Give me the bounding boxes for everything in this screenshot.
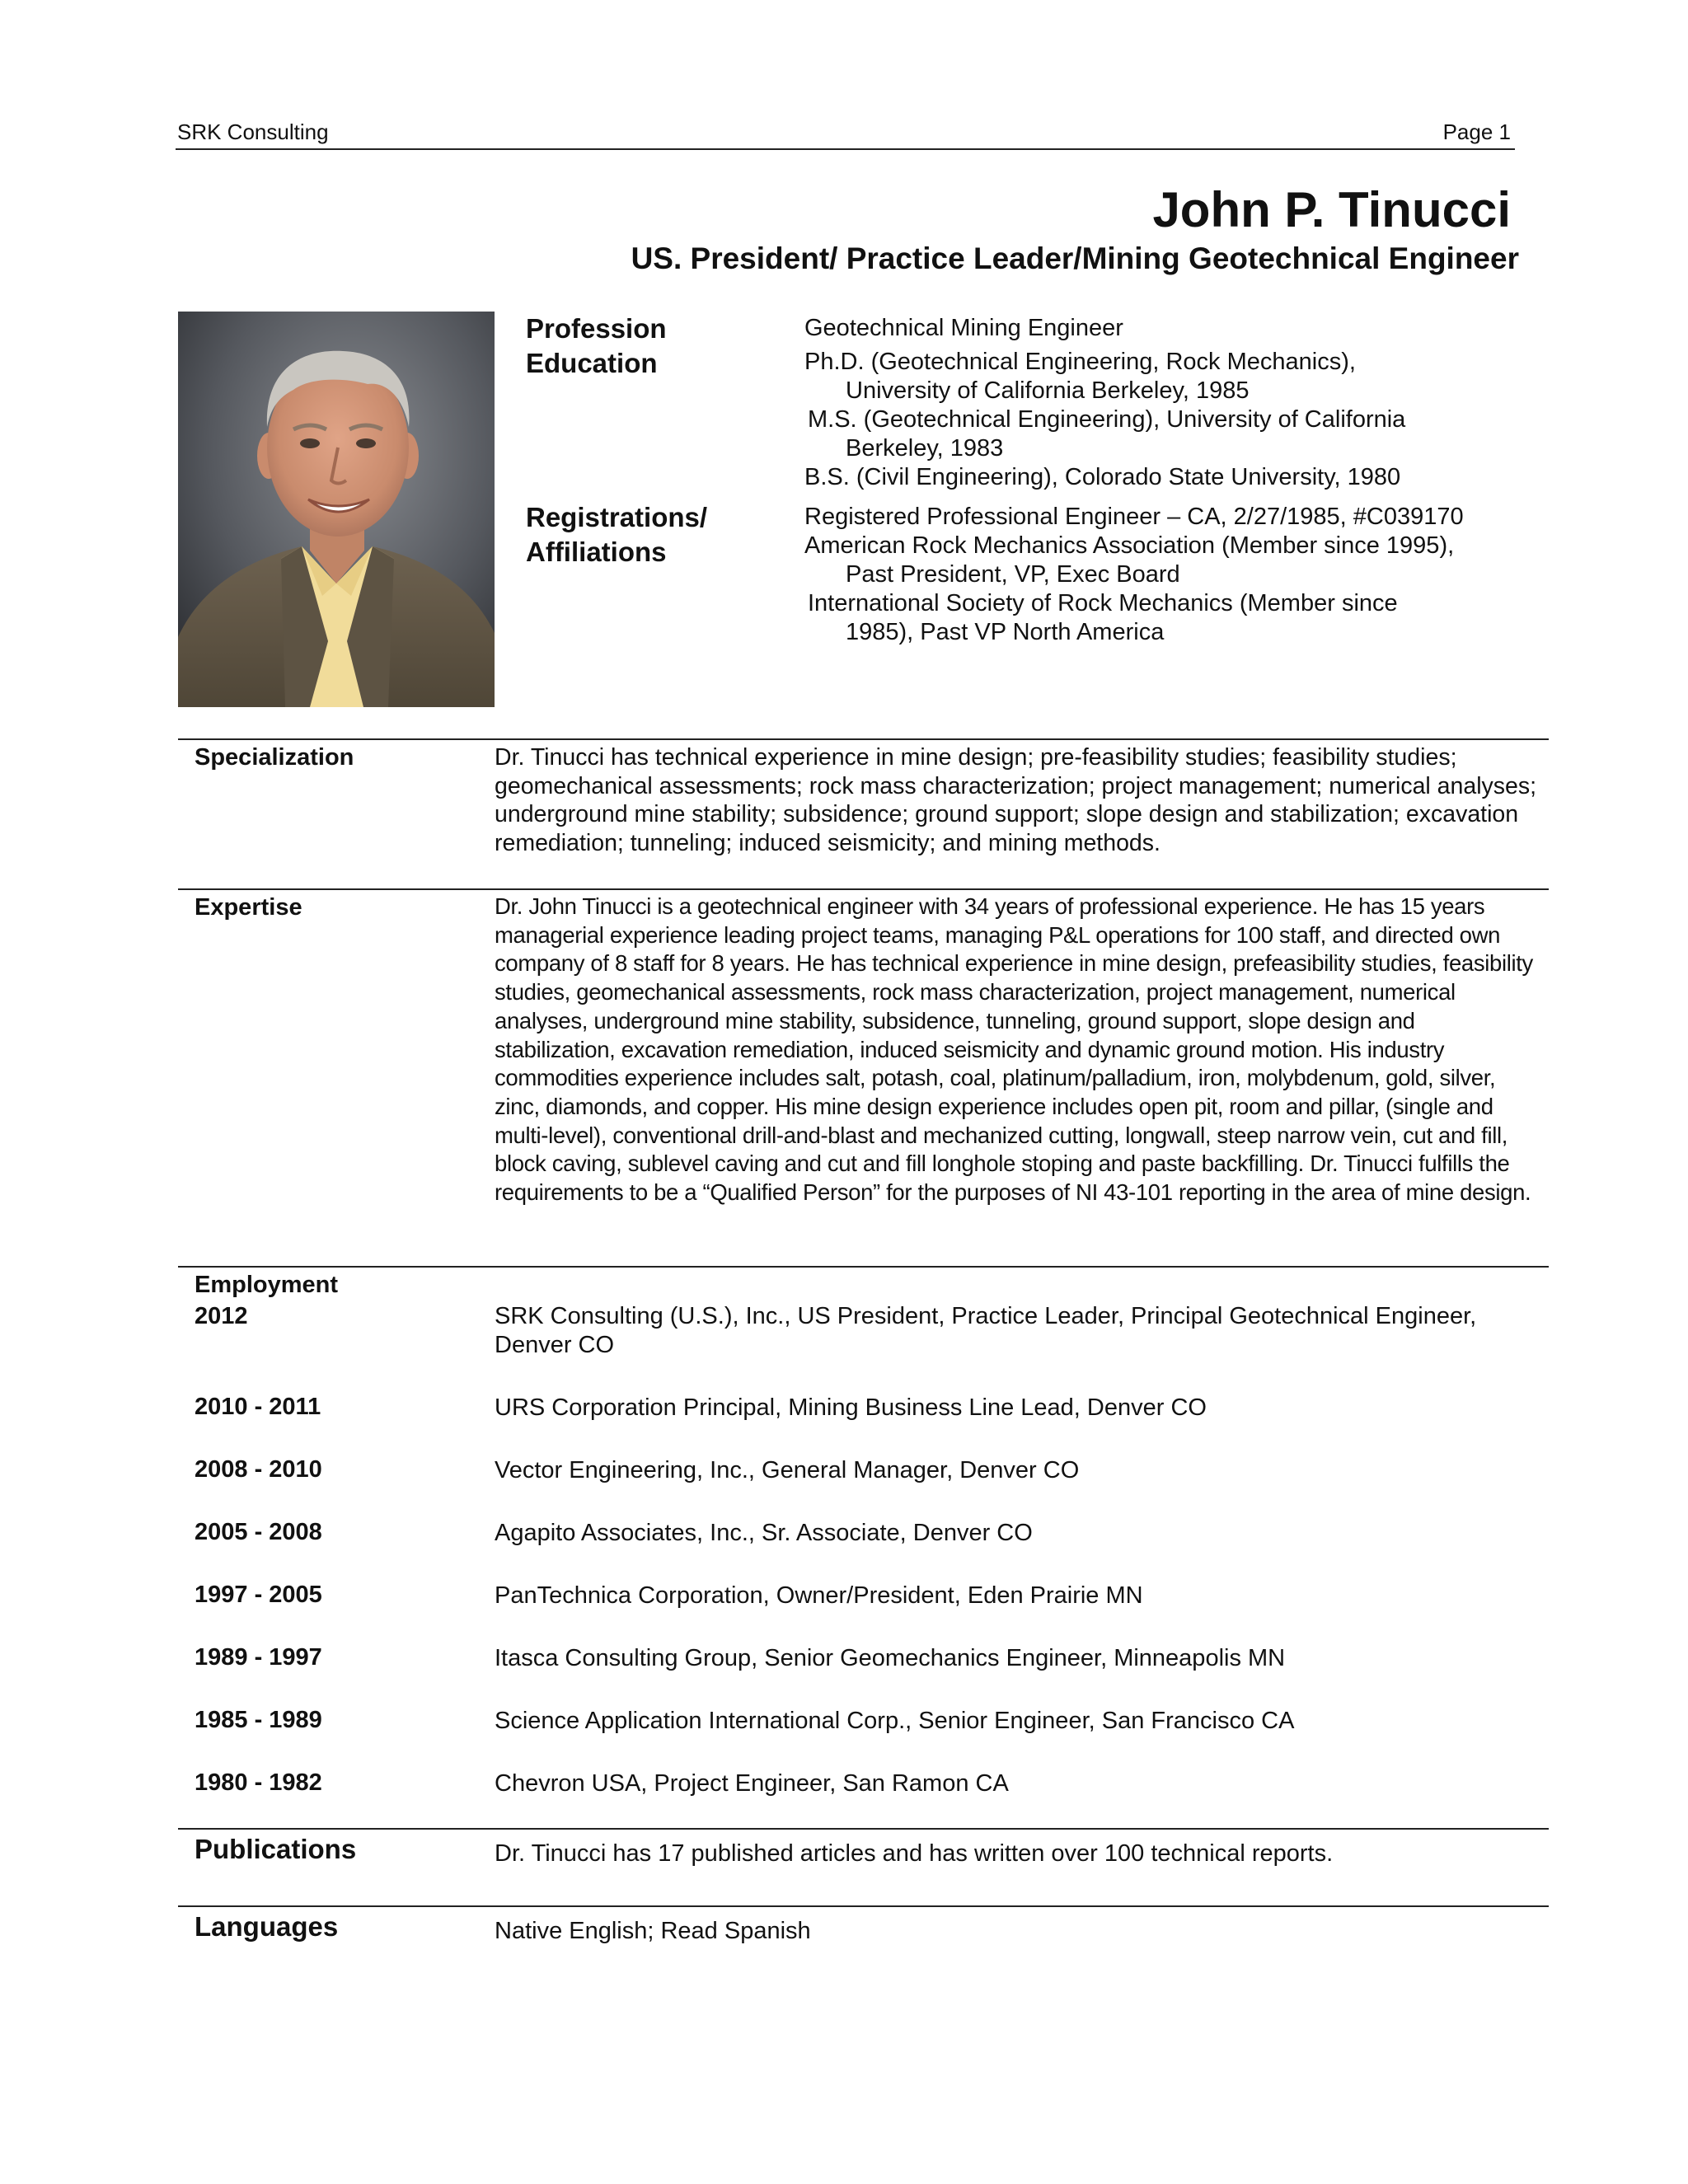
education-item [804,463,1513,492]
page-number: Page 1 [1442,120,1511,144]
section-divider [178,888,1549,890]
languages-text: Native English; Read Spanish [495,1918,811,1944]
education-line: M.S. (Geotechnical Engineering), University of California [808,406,1406,433]
employment-entry: URS Corporation Principal, Mining Business Line Lead, Denver CO [495,1394,1207,1421]
registrations-label-line2: Affiliations [526,537,667,567]
person-name: John P. Tinucci [1152,182,1511,237]
employment-entry: SRK Consulting (U.S.), Inc., US President, Practice Leader, Principal Geotechnical Engineer, Denver CO [495,1303,1477,1358]
registration-item [804,503,1513,532]
specialization-label: Specialization [195,744,354,771]
education-label: Education [526,348,658,378]
expertise-text: Dr. John Tinucci is a geotechnical engineer with 34 years of professional experience. He has 15 years managerial experience leading project teams, managing P&L operations for 100 staff, and directed own company of 8 staff for 8 years. He has technical experience in mine design, prefeasibility studies, feasibility studies, geomechanical assessments, rock mass characterization, project management, numerical analyses, underground mine stability, subsidence, tunneling, ground support, slope design and stabilization, excavation remediation, induced seismicity and dynamic ground motion. His industry commodities experience includes salt, potash, coal, platinum/palladium, iron, molybdenum, gold, silver, zinc, diamonds, and copper. His mine design experience includes open pit, room and pillar, (single and multi-level), conventional drill-and-blast and mechanized cutting, longwall, steep narrow vein, cut and fill, block caving, sublevel caving and cut and fill longhole stoping and paste backfilling. Dr. Tinucci fulfills the requirements to be a “Qualified Person” for the purposes of NI 43-101 reporting in the area of mine design. [495,893,1533,1206]
employment-label: Employment [195,1272,339,1298]
employment-entry: Itasca Consulting Group, Senior Geomechanics Engineer, Minneapolis MN [495,1645,1286,1671]
employment-entry: Chevron USA, Project Engineer, San Ramon CA [495,1770,1009,1797]
education-item [804,348,1513,405]
registration-line: International Society of Rock Mechanics (Member since [808,590,1398,616]
employment-years: 2012 [195,1303,248,1329]
profession-value [804,314,1513,343]
employment-years: 1985 - 1989 [195,1707,322,1733]
registration-line: American Rock Mechanics Association (Member since 1995), [804,532,1455,559]
employment-entry: Vector Engineering, Inc., General Manager, Denver CO [495,1457,1080,1483]
portrait-photo [178,312,495,707]
employment-years: 1980 - 1982 [195,1769,322,1796]
section-divider [178,738,1549,740]
registrations-label-line1: Registrations/ [526,502,708,532]
specialization-text: Dr. Tinucci has technical experience in mine design; pre-feasibility studies; feasibility studies; geomechanical assessments; rock mass characterization; project management; numerical analyses; underground mine stability; subsidence; ground support; slope design and stabilization; excavation remediation; tunneling; induced seismicity; and mining methods. [495,744,1537,856]
employment-years: 2005 - 2008 [195,1519,322,1545]
publications-text: Dr. Tinucci has 17 published articles and has written over 100 technical reports. [495,1840,1334,1867]
registration-item [808,589,1513,647]
registration-item [804,532,1513,589]
employment-entry: Agapito Associates, Inc., Sr. Associate, Denver CO [495,1520,1033,1546]
employment-years: 2010 - 2011 [195,1394,321,1420]
registration-line: Past President, VP, Exec Board [846,561,1180,588]
person-title: US. President/ Practice Leader/Mining Geotechnical Engineer [631,241,1519,275]
education-line: Berkeley, 1983 [846,435,1004,462]
registration-line: 1985), Past VP North America [846,619,1165,645]
expertise-label: Expertise [195,894,302,921]
employment-entry: Science Application International Corp., Senior Engineer, San Francisco CA [495,1708,1295,1734]
education-line: B.S. (Civil Engineering), Colorado State University, 1980 [804,464,1401,490]
registration-line: Registered Professional Engineer – CA, 2/27/1985, #C039170 [804,504,1464,530]
header-divider [176,148,1515,150]
education-item [808,405,1513,463]
registrations-label [526,500,707,569]
education-list [804,348,1513,492]
employment-years: 2008 - 2010 [195,1456,322,1483]
publications-label: Publications [195,1834,357,1864]
profession-label: Profession [526,313,667,344]
registrations-list [804,503,1513,647]
education-line: University of California Berkeley, 1985 [846,377,1250,404]
section-divider [178,1905,1549,1907]
languages-label: Languages [195,1911,339,1942]
company-header: SRK Consulting [177,120,329,144]
section-divider [178,1828,1549,1830]
employment-entry: PanTechnica Corporation, Owner/President, Eden Prairie MN [495,1582,1143,1609]
section-divider [178,1266,1549,1268]
employment-years: 1997 - 2005 [195,1582,322,1608]
education-line: Ph.D. (Geotechnical Engineering, Rock Mechanics), [804,349,1356,375]
employment-years: 1989 - 1997 [195,1644,322,1671]
profession-text: Geotechnical Mining Engineer [804,315,1123,341]
